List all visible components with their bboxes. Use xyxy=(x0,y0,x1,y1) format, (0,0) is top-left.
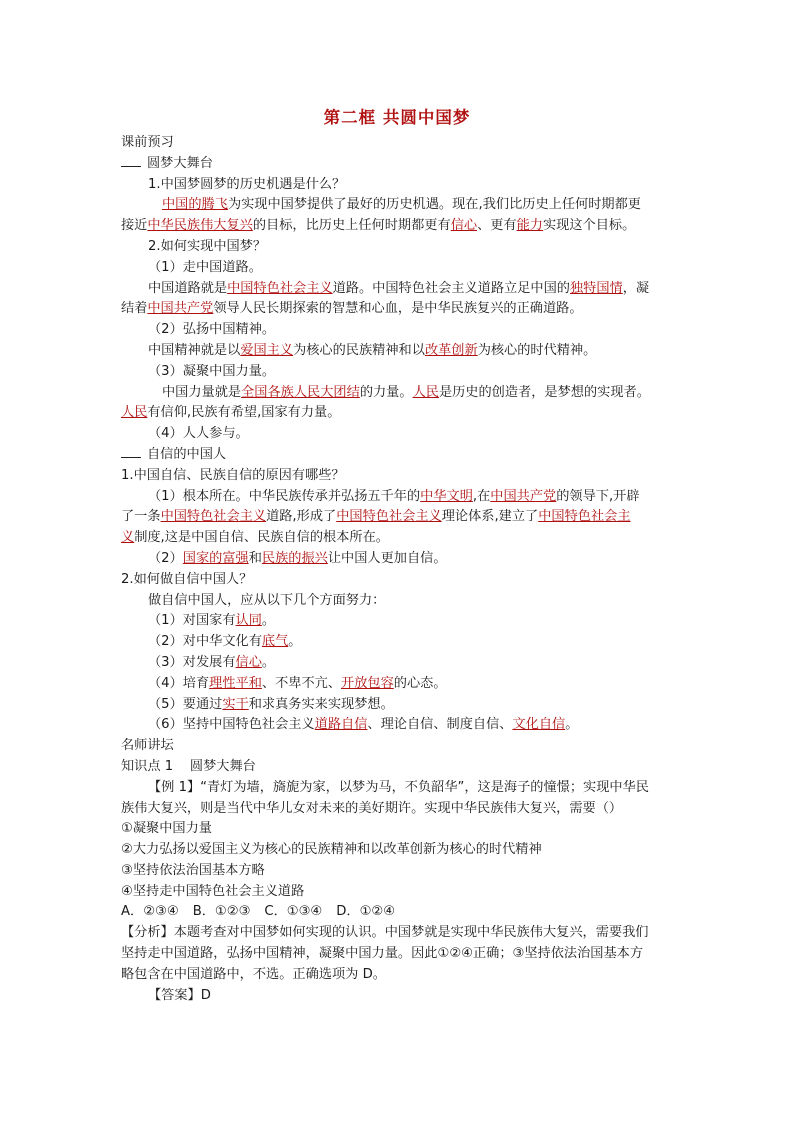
example-text: 族伟大复兴，则是当代中华儿女对未来的美好期许。实现中华民族伟大复兴，需要（） xyxy=(121,800,623,816)
section-label-preview: 课前预习 xyxy=(121,135,174,150)
example-option: ②大力弘扬以爱国主义为核心的民族精神和以改革创新为核心的时代精神 xyxy=(121,842,542,858)
example-option: ③坚持依法治国基本方略 xyxy=(121,862,265,878)
answer-line: 义制度,这是中国自信、民族自信的根本所在。 xyxy=(121,530,389,546)
section-heading-2: 自信的中国人 xyxy=(121,445,677,466)
answer-line: 接近中华民族伟大复兴的目标，比历史上任何时期都更有信心、更有能力实现这个目标。 xyxy=(121,218,636,234)
question: 1.中国梦圆梦的历史机遇是什么？ xyxy=(148,176,346,192)
answer-line: 中国的腾飞为实现中国梦提供了最好的历史机遇。现在,我们比历史上任何时期都更 xyxy=(162,197,641,213)
question: 1.中国自信、民族自信的原因有哪些？ xyxy=(121,467,345,483)
point: （1）走中国道路。 xyxy=(148,259,262,275)
question: 2.如何实现中国梦？ xyxy=(148,238,267,254)
answer-line: （2）对中华文化有底气。 xyxy=(148,634,302,650)
page-title: 第二框 共圆中国梦 xyxy=(323,108,471,127)
underline-blank xyxy=(121,445,141,458)
answer-text: 【答案】D xyxy=(148,987,211,1003)
choice-c: C．①③④ xyxy=(264,904,323,920)
choice-a: A．②③④ xyxy=(121,904,179,920)
analysis-text: 【分析】本题考查对中国梦如何实现的认识。中国梦就是实现中华民族伟大复兴，需要我们 xyxy=(121,925,649,941)
document-body xyxy=(121,133,677,1006)
answer-line: （4）培育理性平和、不卑不亢、开放包容的心态。 xyxy=(148,675,447,691)
intro-line: 做自信中国人，应从以下几个方面努力： xyxy=(148,592,386,608)
underline-blank xyxy=(121,154,141,167)
answer-line: （6）坚持中国特色社会主义道路自信、理论自信、制度自信、文化自信。 xyxy=(148,717,579,733)
answer-line: 了一条中国特色社会主义道路,形成了中国特色社会主义理论体系,建立了中国特色社会主 xyxy=(121,509,631,525)
analysis-text: 略包含在中国道路中，不选。正确选项为 D。 xyxy=(121,966,386,982)
knowledge-point-heading: 知识点 1 圆梦大舞台 xyxy=(121,758,256,774)
answer-line: 结着中国共产党领导人民长期探索的智慧和心血，是中华民族复兴的正确道路。 xyxy=(121,301,583,317)
answer-line: 中国力量就是全国各族人民大团结的力量。人民是历史的创造者，是梦想的实现者。 xyxy=(162,384,650,400)
point: （2）弘扬中国精神。 xyxy=(148,322,276,338)
answer-line: 人民有信仰,民族有希望,国家有力量。 xyxy=(121,405,341,421)
answer-line: （3）对发展有信心。 xyxy=(148,654,276,670)
answer-line: （5）要通过实干和求真务实来实现梦想。 xyxy=(148,696,394,712)
point: （3）凝聚中国力量。 xyxy=(148,363,276,379)
point: （4）人人参与。 xyxy=(148,426,249,442)
choice-d: D．①②④ xyxy=(336,904,396,920)
section-label-lecture: 名师讲坛 xyxy=(121,738,174,754)
choice-b: B．①②③ xyxy=(192,904,251,920)
question: 2.如何做自信中国人？ xyxy=(121,571,253,587)
answer-line: （1）对国家有认同。 xyxy=(148,613,276,629)
analysis-text: 坚持走中国道路，弘扬中国精神，凝聚中国力量。因此①②④正确；③坚持依法治国基本方 xyxy=(121,946,644,962)
answer-line: （2）国家的富强和民族的振兴让中国人更加自信。 xyxy=(148,550,447,566)
answer-line: （1）根本所在。中华民族传承并弘扬五千年的中华文明,在中国共产党的领导下,开辟 xyxy=(148,488,640,504)
answer-line: 中国道路就是中国特色社会主义道路。中国特色社会主义道路立足中国的独特国情，凝 xyxy=(148,280,650,296)
example-option: ④坚持走中国特色社会主义道路 xyxy=(121,883,305,899)
example-option: ①凝聚中国力量 xyxy=(121,821,212,837)
answer-choices xyxy=(121,902,677,923)
section-heading-1: 圆梦大舞台 xyxy=(121,154,677,175)
example-text: 【例 1】“青灯为墙，旖旎为家，以梦为马，不负韶华”，这是海子的憧憬；实现中华民 xyxy=(148,779,649,795)
answer-line: 中国精神就是以爱国主义为核心的民族精神和以改革创新为核心的时代精神。 xyxy=(148,342,597,358)
